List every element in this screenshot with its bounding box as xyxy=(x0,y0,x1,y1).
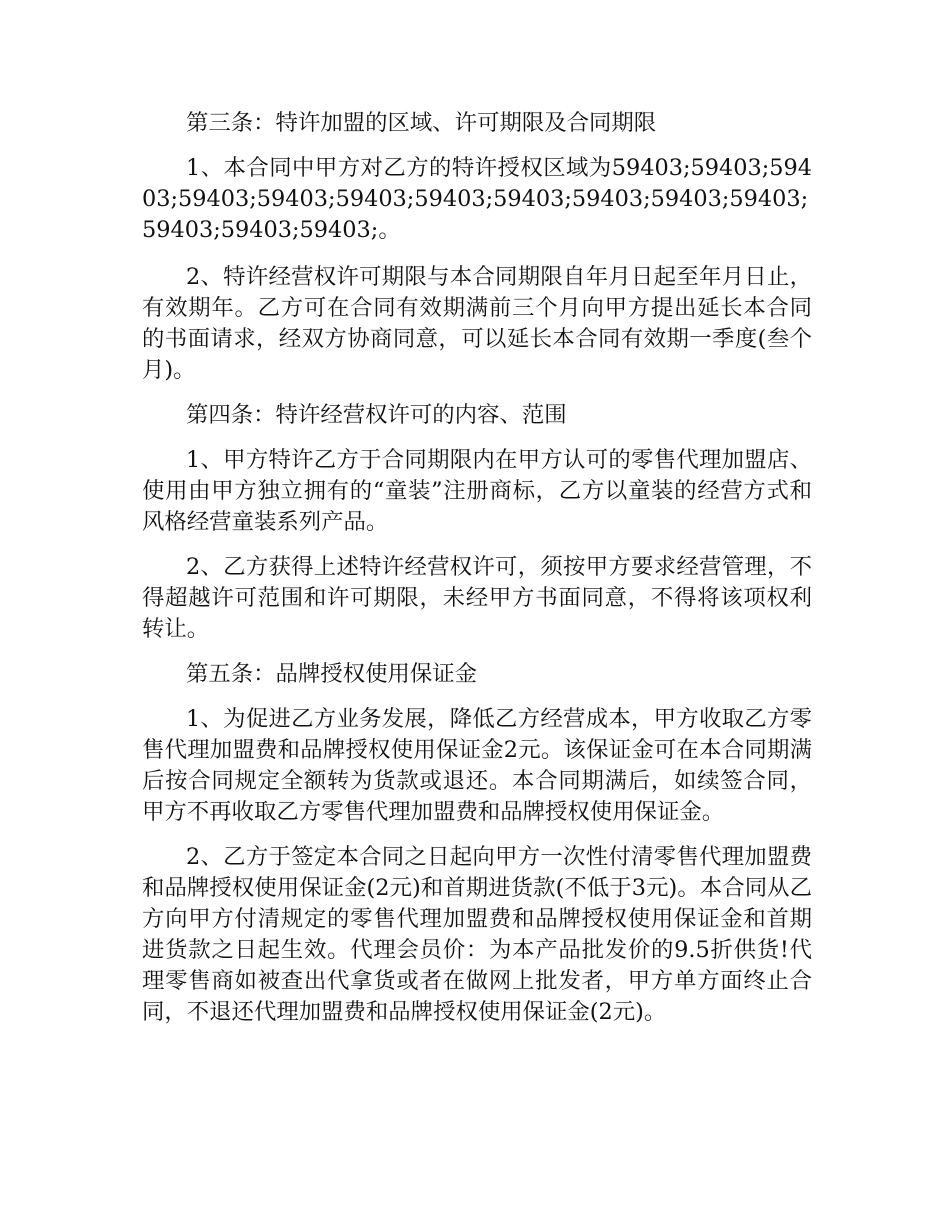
section-4-paragraph-1: 1、甲方特许乙方于合同期限内在甲方认可的零售代理加盟店、使用由甲方独立拥有的“童装”注册商标，乙方以童装的经营方式和风格经营童装系列产品。 xyxy=(142,447,812,535)
section-5-heading: 第五条：品牌授权使用保证金 xyxy=(186,661,478,687)
section-4-heading: 第四条：特许经营权许可的内容、范围 xyxy=(186,402,567,428)
section-3-paragraph-1: 1、本合同中甲方对乙方的特许授权区域为59403;59403;59403;59403;59403;59403;59403;59403;59403;59403;59403;59403;59403;59403;。 xyxy=(142,155,812,243)
section-5-paragraph-2: 2、乙方于签定本合同之日起向甲方一次性付清零售代理加盟费和品牌授权使用保证金(2元)和首期进货款(不低于3元)。本合同从乙方向甲方付清规定的零售代理加盟费和品牌授权使用保证金和首期进货款之日起生效。代理会员价：为本产品批发价的9.5折供货!代理零售商如被查出代拿货或者在做网上批发者，甲方单方面终止合同，不退还代理加盟费和品牌授权使用保证金(2元)。 xyxy=(142,844,812,1025)
section-3-paragraph-2: 2、特许经营权许可期限与本合同期限自年月日起至年月日止，有效期年。乙方可在合同有效期满前三个月向甲方提出延长本合同的书面请求，经双方协商同意，可以延长本合同有效期一季度(叁个月)。 xyxy=(142,264,812,383)
section-5-paragraph-1: 1、为促进乙方业务发展，降低乙方经营成本，甲方收取乙方零售代理加盟费和品牌授权使用保证金2元。该保证金可在本合同期满后按合同规定全额转为货款或退还。本合同期满后，如续签合同，甲方不再收取乙方零售代理加盟费和品牌授权使用保证金。 xyxy=(142,706,812,825)
section-3-heading: 第三条：特许加盟的区域、许可期限及合同期限 xyxy=(186,110,657,136)
document-page xyxy=(142,108,812,1042)
section-4-paragraph-2: 2、乙方获得上述特许经营权许可，须按甲方要求经营管理，不得超越许可范围和许可期限，未经甲方书面同意，不得将该项权利转让。 xyxy=(142,554,812,642)
